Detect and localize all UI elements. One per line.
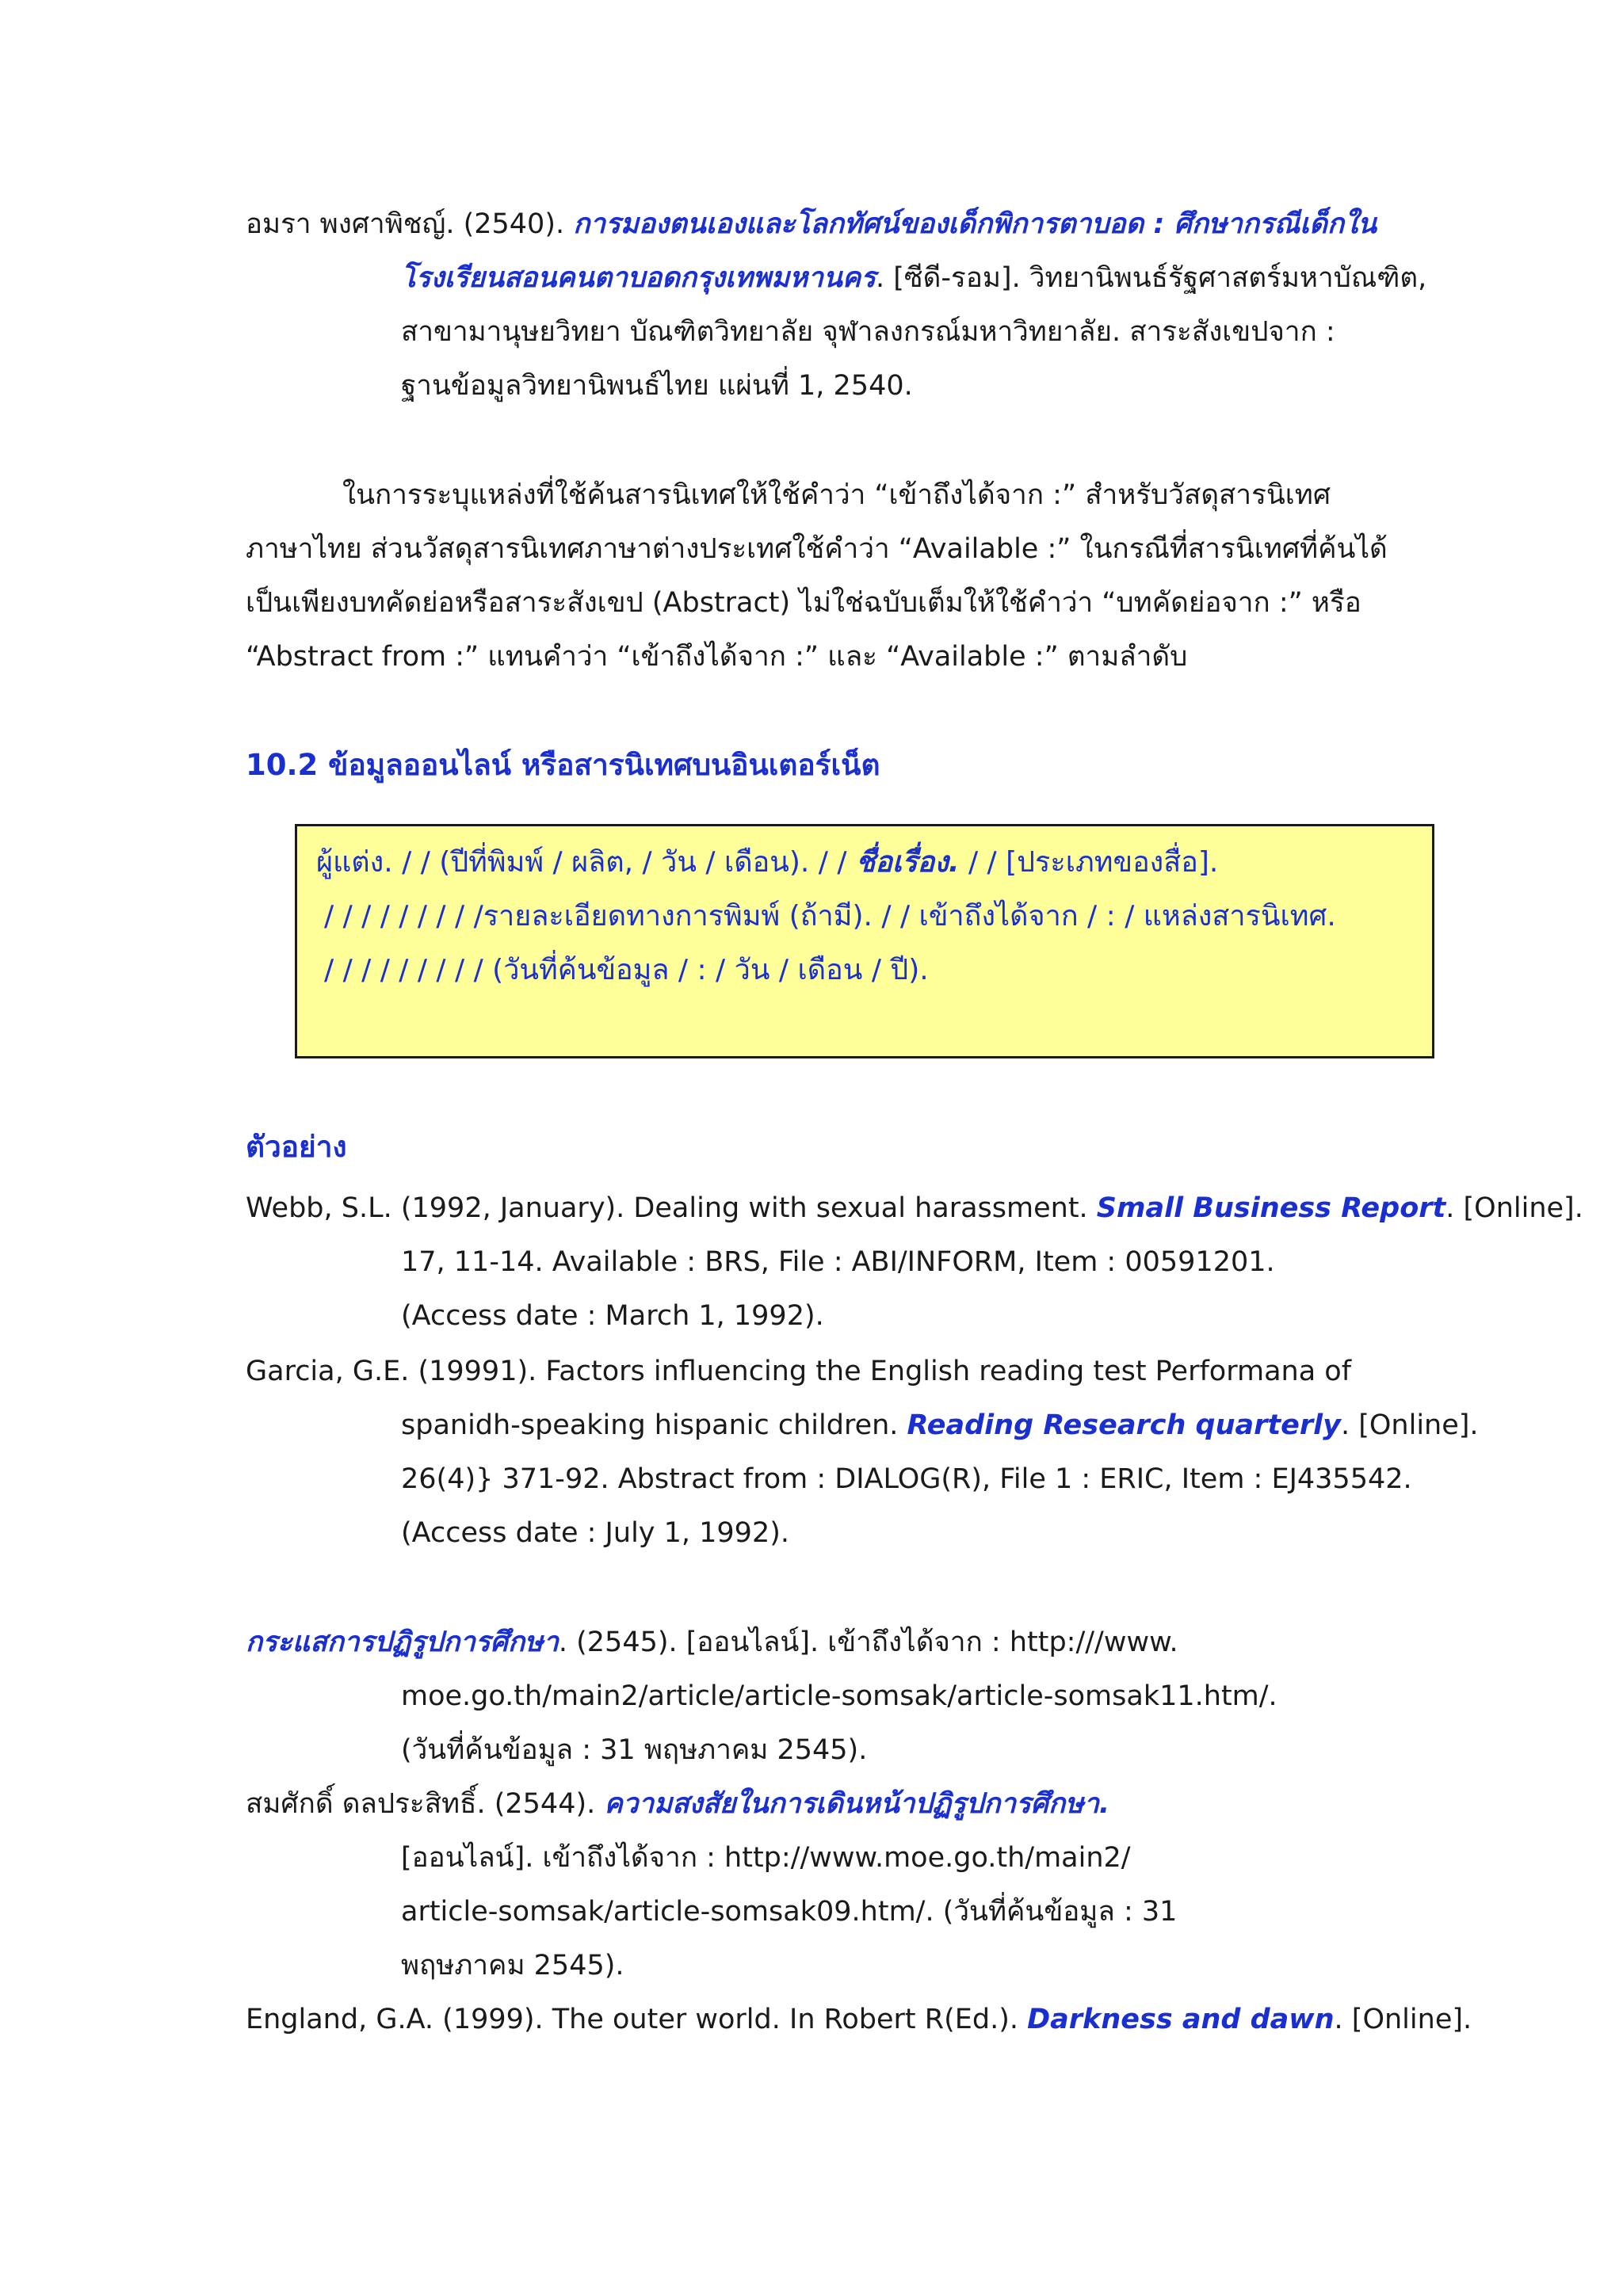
ex4-line4: พฤษภาคม 2545). <box>401 1950 624 1981</box>
format-title: ชื่อเรื่อง. <box>855 846 960 879</box>
ex5-medium: . [Online]. <box>1334 2004 1472 2035</box>
ex3-line1 <box>246 1626 1178 1659</box>
ex1-line1 <box>246 1192 1583 1225</box>
ex5-author: England, G.A. (1999). The outer world. In Robert R(Ed.). <box>246 2004 1028 2035</box>
ex2-title: Reading Research quarterly <box>907 1409 1341 1441</box>
example-heading: ตัวอย่าง <box>246 1130 347 1164</box>
ex4-line3: article-somsak/article-somsak09.htm/. (วันที่ค้นข้อมูล : 31 <box>401 1896 1178 1928</box>
ex2-subtitle: spanidh-speaking hispanic children. <box>401 1409 907 1441</box>
ex2-medium: . [Online]. <box>1340 1409 1479 1441</box>
para-line2: ภาษาไทย ส่วนวัสดุสารนิเทศภาษาต่างประเทศใช้คำว่า “Available :” ในกรณีที่สารนิเทศที่ค้นได้ <box>246 533 1388 565</box>
format-line2: / / / / / / / / /รายละเอียดทางการพิมพ์ (ถ้ามี). / / เข้าถึงได้จาก / : / แหล่งสารนิเทศ. <box>324 900 1336 933</box>
ex4-line2: [ออนไลน์]. เข้าถึงได้จาก : http://www.moe.go.th/main2/ <box>401 1842 1131 1874</box>
ex2-line4: (Access date : July 1, 1992). <box>401 1517 789 1549</box>
ref1-title-part1: การมองตนเองและโลกทัศน์ของเด็กพิการตาบอด : ศึกษากรณีเด็กใน <box>573 208 1377 240</box>
ex1-author: Webb, S.L. (1992, January). Dealing with sexual harassment. <box>246 1192 1097 1224</box>
ex4-author: สมศักดิ์ ดลประสิทธิ์. (2544). <box>246 1788 605 1820</box>
ex2-line2 <box>401 1409 1479 1442</box>
ex4-line1 <box>246 1787 1109 1821</box>
ex1-line3: (Access date : March 1, 1992). <box>401 1300 824 1332</box>
para-line4: “Abstract from :” แทนคำว่า “เข้าถึงได้จาก :” และ “Available :” ตามลำดับ <box>246 641 1188 673</box>
ex1-line2: 17, 11-14. Available : BRS, File : ABI/INFORM, Item : 00591201. <box>401 1246 1275 1278</box>
ex2-line3: 26(4)} 371-92. Abstract from : DIALOG(R), File 1 : ERIC, Item : EJ435542. <box>401 1463 1412 1495</box>
para-line3: เป็นเพียงบทคัดย่อหรือสาระสังเขป (Abstract) ไม่ใช่ฉบับเต็มให้ใช้คำว่า “บทคัดย่อจาก :” หรือ <box>246 587 1361 619</box>
ex2-line1: Garcia, G.E. (19991). Factors influencing the English reading test Performana of <box>246 1356 1352 1387</box>
ref1-medium-degree: . [ซีดี-รอม]. วิทยานิพนธ์รัฐศาสตร์มหาบัณฑิต, <box>876 262 1427 294</box>
ref1-author-year: อมรา พงศาพิชญ์. (2540). <box>246 208 574 240</box>
ref1-title-part2: โรงเรียนสอนคนตาบอดกรุงเทพมหานคร <box>401 262 876 294</box>
format-box <box>295 824 1434 1058</box>
ex1-title: Small Business Report <box>1096 1192 1446 1224</box>
ex1-medium: . [Online]. <box>1445 1192 1583 1224</box>
format-line1 <box>316 845 1218 879</box>
ex3-year-source: . (2545). [ออนไลน์]. เข้าถึงได้จาก : http:///www. <box>558 1627 1178 1658</box>
ref1-line4: ฐานข้อมูลวิทยานิพนธ์ไทย แผ่นที่ 1, 2540. <box>401 370 913 402</box>
ex5-title: Darkness and dawn <box>1027 2004 1335 2035</box>
format-media-type: / / [ประเภทของสื่อ]. <box>959 846 1219 879</box>
ex5-line1 <box>246 2003 1472 2036</box>
section-heading: 10.2 ข้อมูลออนไลน์ หรือสารนิเทศบนอินเตอร์เน็ต <box>246 748 880 782</box>
ref1-line2 <box>401 261 1426 295</box>
para-line1: ในการระบุแหล่งที่ใช้ค้นสารนิเทศให้ใช้คำว่า “เข้าถึงได้จาก :” สำหรับวัสดุสารนิเทศ <box>342 479 1331 511</box>
ex3-line3: (วันที่ค้นข้อมูล : 31 พฤษภาคม 2545). <box>401 1734 868 1766</box>
format-line3: / / / / / / / / / (วันที่ค้นข้อมูล / : / วัน / เดือน / ปี). <box>324 954 929 986</box>
ref1-line1 <box>246 208 1377 241</box>
format-author-date: ผู้แต่ง. / / (ปีที่พิมพ์ / ผลิต, / วัน / เดือน). / / <box>316 846 856 879</box>
ex4-title: ความสงสัยในการเดินหน้าปฏิรูปการศึกษา. <box>604 1788 1110 1820</box>
ref1-line3: สาขามานุษยวิทยา บัณฑิตวิทยาลัย จุฬาลงกรณ์มหาวิทยาลัย. สาระสังเขปจาก : <box>401 316 1335 348</box>
ex3-line2: moe.go.th/main2/article/article-somsak/article-somsak11.htm/. <box>401 1680 1277 1712</box>
ex3-title: กระแสการปฏิรูปการศึกษา <box>246 1627 559 1658</box>
